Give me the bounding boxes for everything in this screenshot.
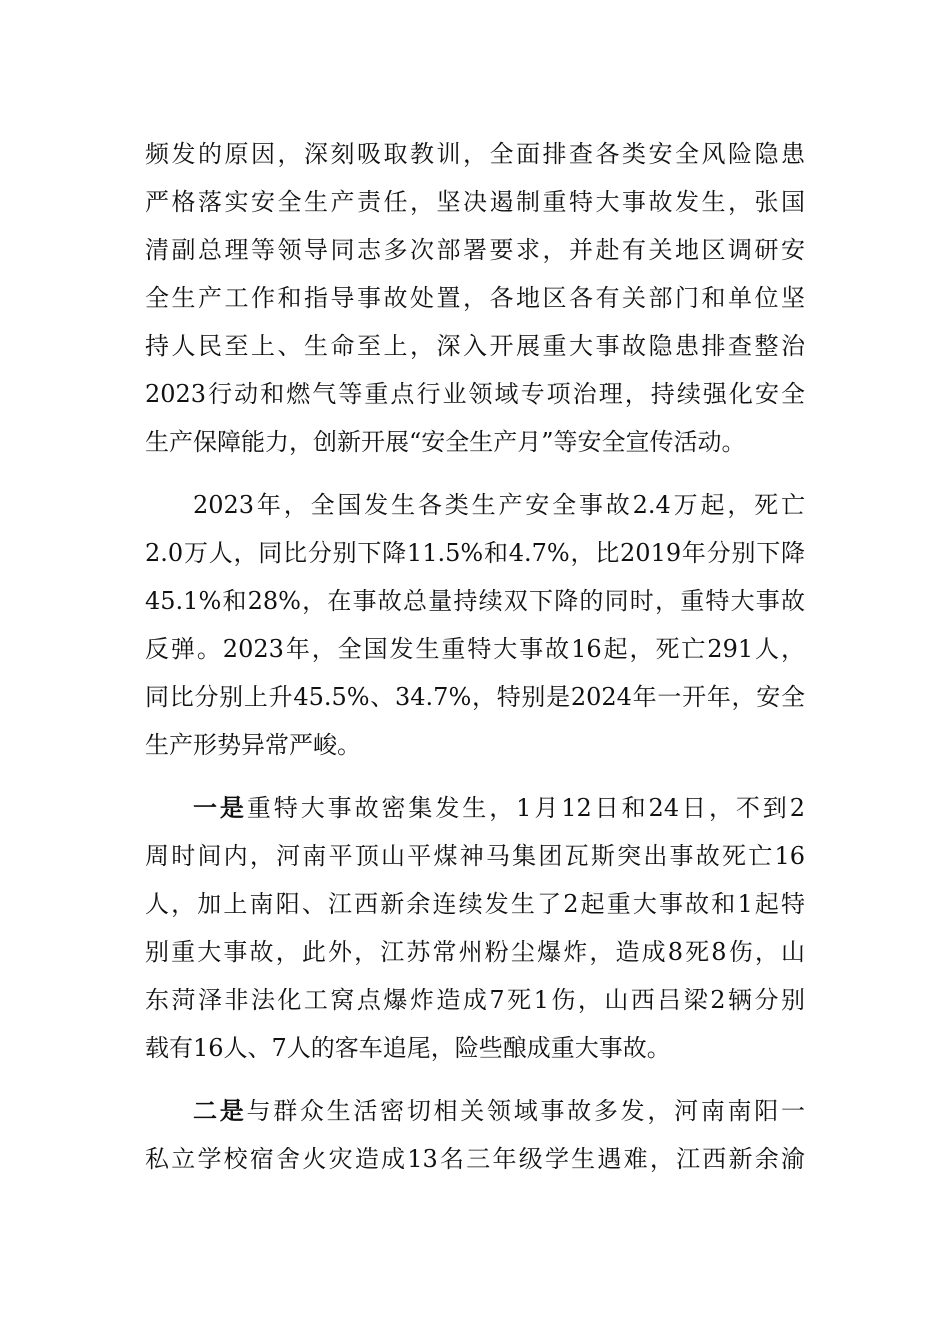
paragraph-lead: 二是 bbox=[193, 1096, 247, 1125]
paragraph-2 bbox=[145, 481, 805, 769]
paragraph-3 bbox=[145, 784, 805, 1072]
document-body bbox=[145, 130, 805, 1183]
text-line: 全生产工作和指导事故处置，各地区各有关部门和单位坚 bbox=[145, 284, 805, 312]
text-line: 频发的原因，深刻吸取教训，全面排查各类安全风险隐患 bbox=[145, 140, 805, 168]
text-line: 2.0万人，同比分别下降11.5%和4.7%，比2019年分别下降 bbox=[145, 539, 805, 567]
text-line bbox=[145, 1087, 805, 1135]
text-line: 反弹。2023年，全国发生重特大事故16起，死亡291人， bbox=[145, 635, 805, 663]
paragraph-1 bbox=[145, 130, 805, 466]
text-line: 私立学校宿舍火灾造成13名三年级学生遇难，江西新余渝 bbox=[145, 1145, 805, 1173]
text-line: 别重大事故，此外，江苏常州粉尘爆炸，造成8死8伤，山 bbox=[145, 938, 805, 966]
paragraph-spacer bbox=[145, 769, 805, 784]
paragraph-lead: 一是 bbox=[193, 793, 247, 822]
text-line: 东菏泽非法化工窝点爆炸造成7死1伤，山西吕梁2辆分别 bbox=[145, 986, 805, 1014]
text-line: 生产保障能力，创新开展“安全生产月”等安全宣传活动。 bbox=[145, 428, 746, 456]
text-line: 周时间内，河南平顶山平煤神马集团瓦斯突出事故死亡16 bbox=[145, 842, 805, 870]
text-line: 严格落实安全生产责任，坚决遏制重特大事故发生，张国 bbox=[145, 188, 805, 216]
text-line: 生产形势异常严峻。 bbox=[145, 731, 361, 759]
paragraph-spacer bbox=[145, 1072, 805, 1087]
text-span: 重特大事故密集发生，1月12日和24日，不到2 bbox=[246, 794, 805, 822]
text-line: 人，加上南阳、江西新余连续发生了2起重大事故和1起特 bbox=[145, 890, 805, 918]
text-span: 与群众生活密切相关领域事故多发，河南南阳一 bbox=[246, 1097, 805, 1125]
text-line: 45.1%和28%，在事故总量持续双下降的同时，重特大事故 bbox=[145, 587, 805, 615]
text-line: 2023行动和燃气等重点行业领域专项治理，持续强化安全 bbox=[145, 380, 805, 408]
text-line: 持人民至上、生命至上，深入开展重大事故隐患排查整治 bbox=[145, 332, 805, 360]
text-line bbox=[145, 784, 805, 832]
text-line: 载有16人、7人的客车追尾，险些酿成重大事故。 bbox=[145, 1034, 671, 1062]
text-line: 同比分别上升45.5%、34.7%，特别是2024年一开年，安全 bbox=[145, 683, 805, 711]
paragraph-spacer bbox=[145, 466, 805, 481]
paragraph-4 bbox=[145, 1087, 805, 1183]
text-line: 清副总理等领导同志多次部署要求，并赴有关地区调研安 bbox=[145, 236, 805, 264]
text-line: 2023年，全国发生各类生产安全事故2.4万起，死亡 bbox=[193, 491, 805, 519]
